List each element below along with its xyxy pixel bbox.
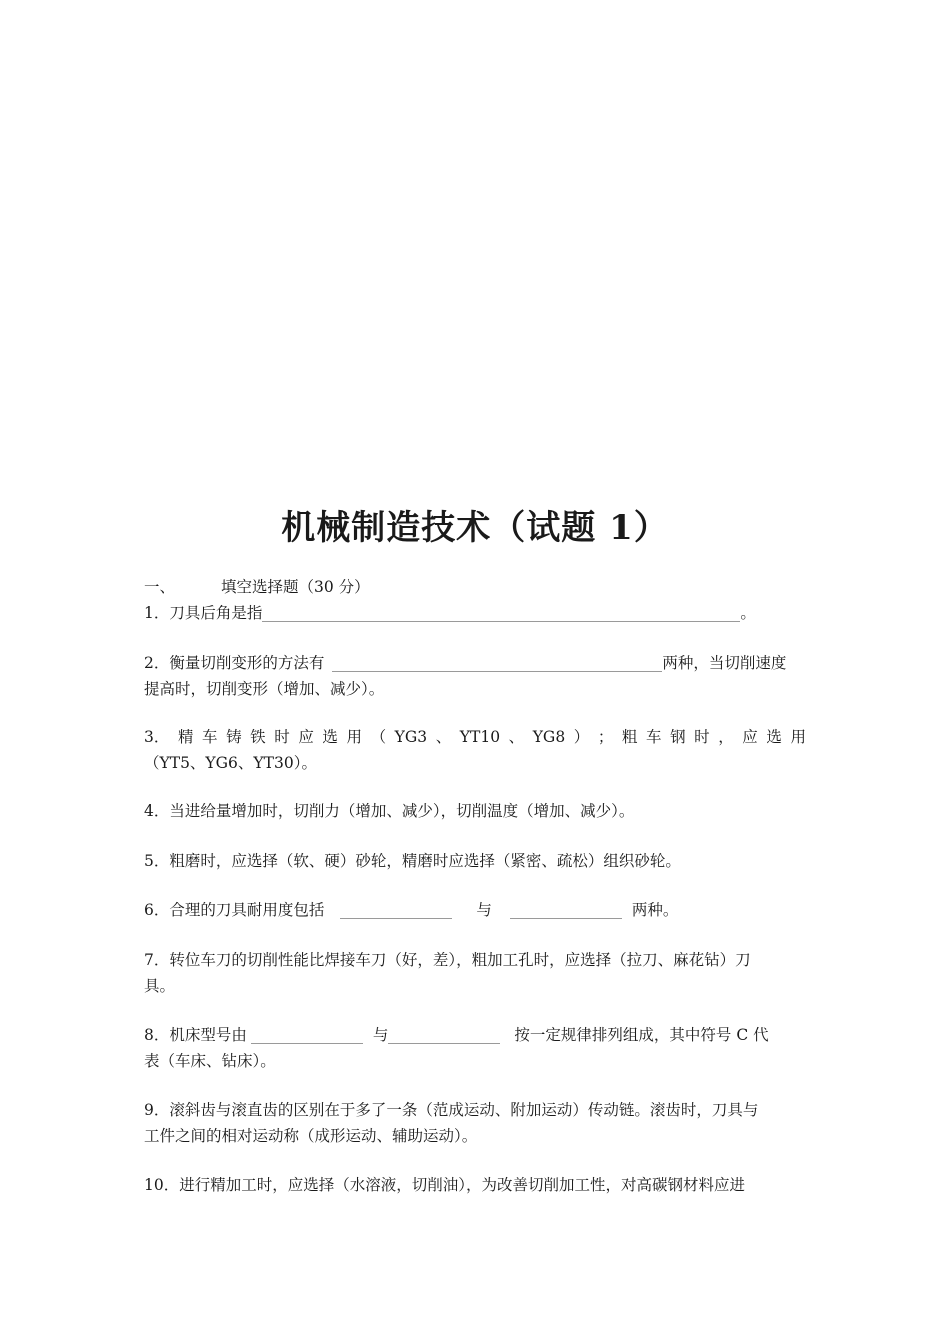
question-8-line-1 bbox=[144, 1022, 806, 1048]
answer-blank bbox=[251, 1025, 363, 1044]
section-number: 一、 bbox=[144, 578, 176, 596]
question-7-line-1: 7．转位车刀的切削性能比焊接车刀（好，差），粗加工孔时，应选择（拉刀、麻花钻）刀 bbox=[144, 951, 751, 969]
q3-token: 粗 bbox=[621, 728, 638, 746]
section-label: 填空选择题（30 分） bbox=[221, 578, 370, 596]
question-8-text: 8．机床型号由 bbox=[144, 1026, 247, 1044]
question-4: 4．当进给量增加时，切削力（增加、减少），切削温度（增加、减少）。 bbox=[144, 802, 635, 820]
exam-title: 机械制造技术（试题 1） bbox=[281, 508, 669, 548]
q3-token: 车 bbox=[202, 728, 218, 746]
question-8-tail: 按一定规律排列组成，其中符号 C 代 bbox=[514, 1026, 769, 1044]
q3-token: 、 bbox=[508, 728, 525, 746]
q3-token: 应 bbox=[742, 728, 758, 746]
question-6-end: 两种。 bbox=[631, 901, 679, 919]
question-1-text: 1．刀具后角是指 bbox=[144, 604, 263, 622]
q3-token: 时 bbox=[694, 728, 710, 746]
question-3-line-2: （YT5、YG6、YT30）。 bbox=[144, 754, 317, 772]
section-heading bbox=[144, 574, 806, 600]
q3-token: 选 bbox=[766, 728, 782, 746]
question-7-line-2: 具。 bbox=[144, 977, 176, 995]
q3-token: （ bbox=[370, 728, 387, 746]
answer-blank bbox=[510, 900, 622, 919]
q3-token: 精 bbox=[177, 728, 194, 746]
question-10-line-1: 10．进行精加工时，应选择（水溶液，切削油），为改善切削加工性，对高碳钢材料应进 bbox=[144, 1176, 745, 1194]
answer-blank bbox=[340, 900, 452, 919]
answer-blank bbox=[262, 603, 740, 622]
question-6-connector: 与 bbox=[476, 901, 492, 919]
question-9-line-2: 工件之间的相对运动称（成形运动、辅助运动）。 bbox=[144, 1127, 478, 1145]
question-1 bbox=[144, 600, 806, 626]
question-5: 5．粗磨时，应选择（软、硬）砂轮，精磨时应选择（紧密、疏松）组织砂轮。 bbox=[144, 852, 681, 870]
answer-blank bbox=[332, 653, 662, 672]
q3-token: 铁 bbox=[250, 728, 266, 746]
q3-token: YT10 bbox=[459, 728, 501, 746]
q3-token: 选 bbox=[322, 728, 338, 746]
q3-token: ； bbox=[597, 728, 614, 746]
q3-token: 应 bbox=[298, 728, 314, 746]
q3-token: 钢 bbox=[670, 728, 686, 746]
question-2-line-2: 提高时，切削变形（增加、减少）。 bbox=[144, 680, 385, 698]
q3-token: YG8 bbox=[532, 728, 566, 746]
q3-token: 用 bbox=[790, 728, 806, 746]
q3-token: 用 bbox=[346, 728, 362, 746]
question-6 bbox=[144, 897, 806, 923]
answer-blank bbox=[388, 1025, 500, 1044]
q3-token: 、 bbox=[435, 728, 452, 746]
q3-token: 车 bbox=[645, 728, 662, 746]
question-8-connector: 与 bbox=[372, 1026, 389, 1044]
question-2-tail: 两种，当切削速度 bbox=[662, 654, 787, 672]
q3-token: 时 bbox=[274, 728, 290, 746]
question-3-line-1 bbox=[144, 724, 806, 750]
question-6-text: 6．合理的刀具耐用度包括 bbox=[144, 901, 325, 919]
q3-token: 3． bbox=[144, 728, 170, 746]
q3-token: 铸 bbox=[226, 728, 242, 746]
question-2-line-1 bbox=[144, 650, 806, 676]
question-1-end: 。 bbox=[740, 604, 756, 622]
question-2-text: 2．衡量切削变形的方法有 bbox=[144, 654, 325, 672]
question-9-line-1: 9．滚斜齿与滚直齿的区别在于多了一条（范成运动、附加运动）传动链。滚齿时，刀具与 bbox=[144, 1101, 759, 1119]
q3-token: ， bbox=[718, 728, 734, 746]
question-8-line-2: 表（车床、钻床）。 bbox=[144, 1052, 276, 1070]
q3-token: ） bbox=[573, 728, 590, 746]
q3-token: YG3 bbox=[394, 728, 428, 746]
